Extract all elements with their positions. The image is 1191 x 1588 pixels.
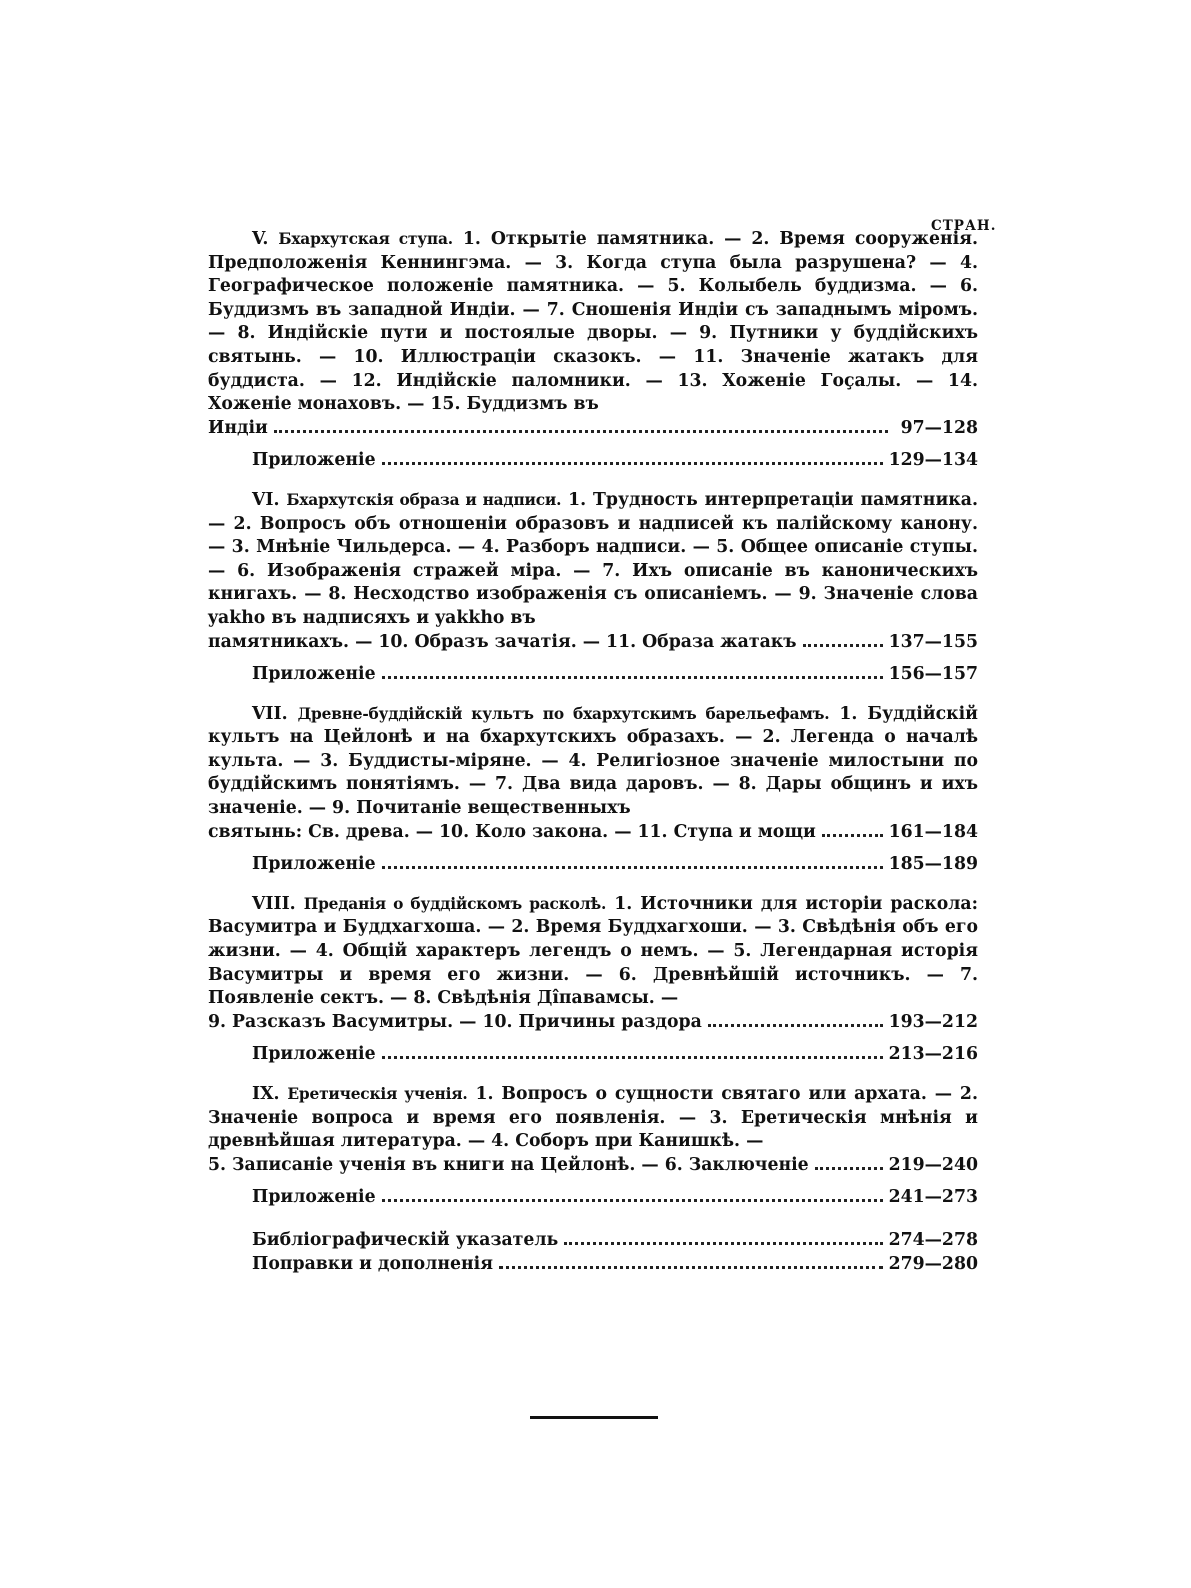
section-text <box>208 1083 978 1154</box>
bibliography-label: Библіографическій указатель <box>252 1229 559 1250</box>
section-title: Еретическія ученія. <box>287 1085 468 1103</box>
section-body: 1. Буддійскій культъ на Цейлонѣ и на бхархутскихъ образахъ. — 2. Легенда о началѣ культа. — 3. Буддисты-міряне. — 4. Религіозное значеніе милостыни по буддійскимъ понятіямъ. — 7. Два вида даровъ. — 8. Дары общинъ и ихъ значеніе. — 9. Почитаніе вещественныхъ <box>208 703 978 819</box>
section-title: Бхархутская ступа. <box>278 230 453 248</box>
appendix-row <box>208 1186 978 1210</box>
section-last-line: памятникахъ. — 10. Образъ зачатія. — 11. Образа жатакъ <box>208 631 797 652</box>
dot-leader <box>382 462 883 465</box>
dot-leader <box>382 1056 883 1059</box>
toc-section-v <box>208 228 978 473</box>
appendix-label: Приложеніе <box>252 1187 376 1208</box>
section-number: VII. <box>252 703 288 724</box>
appendix-row <box>208 1043 978 1067</box>
dot-leader <box>274 430 888 433</box>
dot-leader <box>803 644 883 647</box>
section-number: VIII. <box>252 893 296 914</box>
section-page-row <box>208 631 978 655</box>
section-pages: 97—128 <box>900 417 978 438</box>
section-text <box>208 228 978 417</box>
appendix-label: Приложеніе <box>252 1044 376 1065</box>
appendix-pages: 129—134 <box>888 450 978 471</box>
bibliography-pages: 274—278 <box>888 1229 978 1250</box>
dot-leader <box>708 1024 883 1027</box>
section-body: 1. Вопросъ о сущности святаго или архата. — 2. Значеніе вопроса и время его появленія. — 3. Еретическія мнѣнія и древнѣйшая литература. — 4. Соборъ при Канишкѣ. — <box>208 1084 978 1152</box>
appendix-pages: 156—157 <box>888 664 978 685</box>
dot-leader <box>499 1266 883 1269</box>
section-text <box>208 703 978 821</box>
section-page-row <box>208 1011 978 1035</box>
dot-leader <box>382 866 883 869</box>
appendix-label: Приложеніе <box>252 450 376 471</box>
section-last-line: святынь: Св. древа. — 10. Коло закона. — 11. Ступа и мощи <box>208 821 816 842</box>
section-pages: 137—155 <box>888 631 978 652</box>
dot-leader <box>564 1242 882 1245</box>
toc-section-ix <box>208 1083 978 1210</box>
section-body: 1. Трудность интерпретаціи памятника. — 2. Вопросъ объ отношеніи образовъ и надписей къ палійскому канону. — 3. Мнѣніе Чильдерса. — 4. Разборъ надписи. — 5. Общее описаніе ступы. — 6. Изображенія стражей міра. — 7. Ихъ описаніе въ каноническихъ книгахъ. — 8. Несходство изображенія съ описаніемъ. — 9. Значеніе слова yakho въ надписяхъ и yakkho въ <box>208 489 978 628</box>
section-number: V. <box>252 229 269 249</box>
section-pages: 193—212 <box>888 1011 978 1032</box>
section-pages: 219—240 <box>888 1154 978 1175</box>
page-column-label: СТРАН. <box>931 218 997 234</box>
section-title: Бхархутскія образа и надписи. <box>286 490 562 509</box>
appendix-label: Приложеніе <box>252 664 376 685</box>
section-last-line: 5. Записаніе ученія въ книги на Цейлонѣ. — 6. Заключеніе <box>208 1154 809 1175</box>
section-body: 1. Открытіе памятника. — 2. Время сооруженія. Предположенія Кеннингэма. — 3. Когда ступа была разрушена? — 4. Географическое положеніе памятника. — 5. Колыбель буддизма. — 6. Буддизмъ въ западной Индіи. — 7. Сношенія Индіи съ западнымъ міромъ. — 8. Индійскіе пути и постоялые дворы. — 9. Путники у буддійскихъ святынь. — 10. Иллюстраціи сказокъ. — 11. Значеніе жатакъ для буддиста. — 12. Индійскіе паломники. — 13. Хоженіе Гоçалы. — 14. Хоженіе монаховъ. — 15. Буддизмъ въ <box>208 229 978 415</box>
appendix-row <box>208 853 978 877</box>
dot-leader <box>382 1199 883 1202</box>
dot-leader <box>815 1167 883 1170</box>
section-number: VI. <box>252 489 280 510</box>
corrections-label: Поправки и дополненія <box>252 1253 493 1274</box>
section-text <box>208 893 978 1011</box>
appendix-pages: 213—216 <box>888 1044 978 1065</box>
section-body: 1. Источники для исторіи раскола: Васумитра и Буддхагхоша. — 2. Время Буддхагхоши. — 3. Свѣдѣнія объ его жизни. — 4. Общій характеръ легендъ о немъ. — 5. Легендарная исторія Васумитры и время его жизни. — 6. Древнѣйшій источникъ. — 7. Появленіе сектъ. — 8. Свѣдѣнія Дîпавамсы. — <box>208 893 978 1009</box>
dot-leader <box>822 834 883 837</box>
toc-section-vii <box>208 703 978 877</box>
appendix-pages: 185—189 <box>888 854 978 875</box>
closing-rule <box>530 1416 658 1419</box>
appendix-row <box>208 663 978 687</box>
section-text <box>208 489 978 631</box>
section-page-row <box>208 417 978 441</box>
bibliography-row <box>208 1229 978 1253</box>
table-of-contents <box>208 228 978 1276</box>
section-last-line: Индіи <box>208 417 268 438</box>
section-number: IX. <box>252 1084 280 1104</box>
toc-section-viii <box>208 893 978 1067</box>
toc-section-vi <box>208 489 978 687</box>
section-last-line: 9. Разсказъ Васумитры. — 10. Причины раздора <box>208 1011 702 1032</box>
section-title: Преданія о буддійскомъ расколѣ. <box>303 894 607 913</box>
section-page-row <box>208 821 978 845</box>
corrections-pages: 279—280 <box>888 1253 978 1274</box>
section-pages: 161—184 <box>888 821 978 842</box>
dot-leader <box>382 676 883 679</box>
appendix-pages: 241—273 <box>888 1187 978 1208</box>
corrections-row <box>208 1253 978 1277</box>
appendix-label: Приложеніе <box>252 854 376 875</box>
appendix-row <box>208 449 978 473</box>
section-page-row <box>208 1154 978 1178</box>
section-title: Древне-буддійскій культъ по бхархутскимъ барельефамъ. <box>297 704 830 723</box>
